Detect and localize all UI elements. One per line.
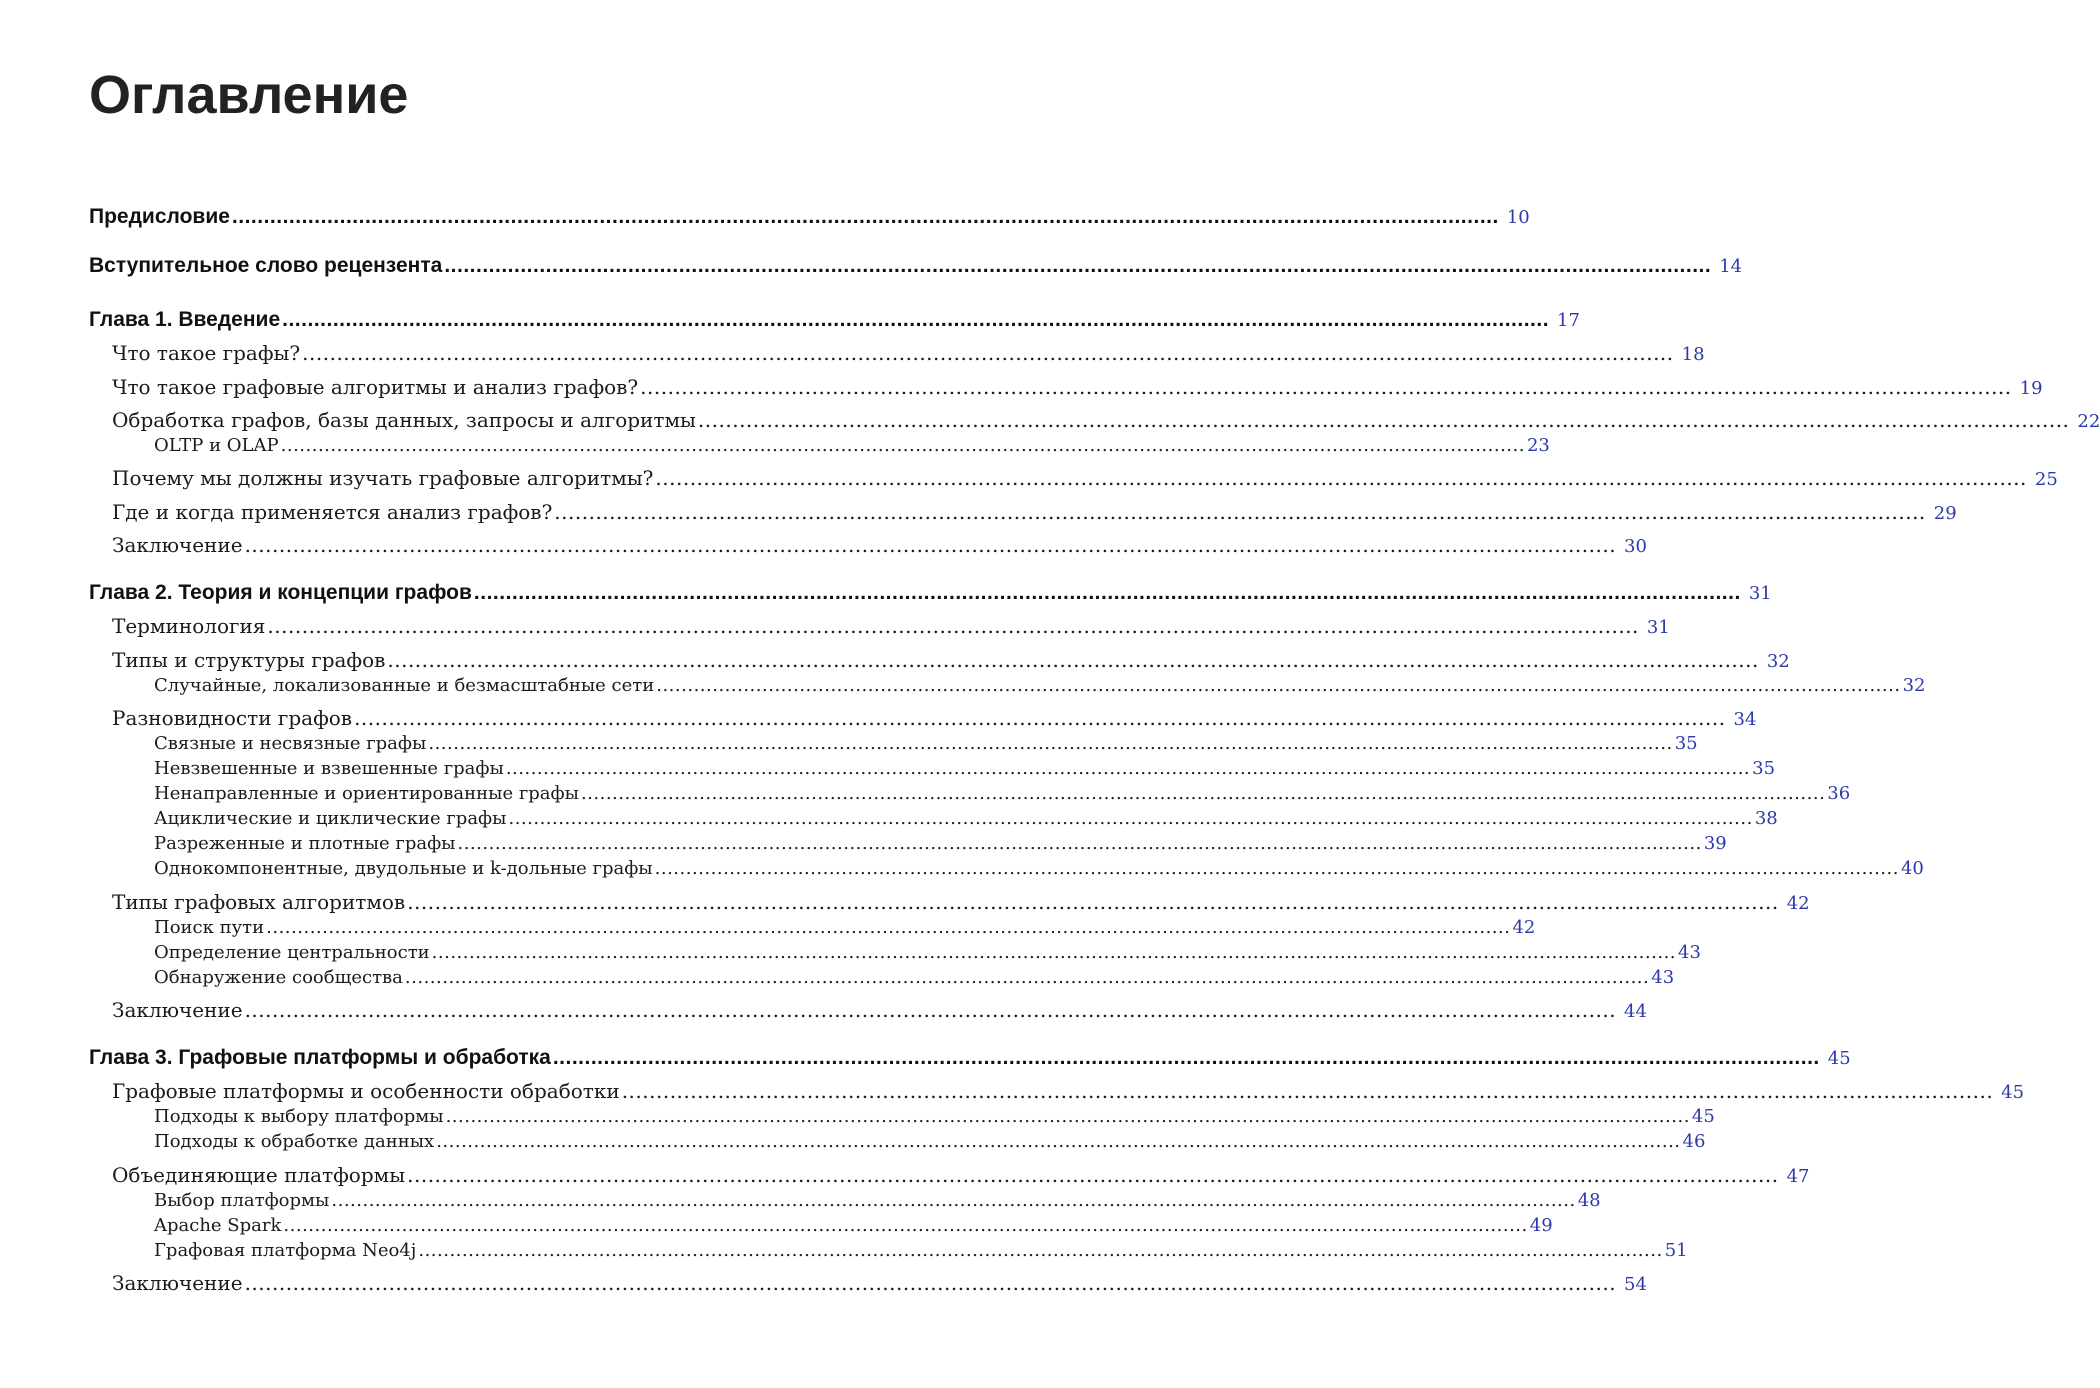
toc-page-number: 19 [2019,377,2043,399]
toc-dot-leader: ........................................................................................................................................................................................................ [354,705,1726,730]
toc-page-number: 39 [1703,832,1727,854]
toc-page-number: 25 [2034,468,2058,490]
toc-dot-leader: ........................................................................................................................................................................................................ [431,941,1677,963]
toc-page-number: 42 [1512,916,1536,938]
toc-page-number: 47 [1786,1165,1810,1187]
toc-page-number: 49 [1529,1214,1553,1236]
toc-entry-title: Заключение [112,1270,243,1295]
toc-page-number: 46 [1682,1130,1706,1152]
toc-entry-title: Разреженные и плотные графы [154,832,456,854]
toc-page-number: 35 [1752,757,1776,779]
page-title: Оглавление [89,65,409,125]
toc-entry-title: Глава 3. Графовые платформы и обработка [89,1045,551,1069]
toc-entry-title: Графовая платформа Neo4j [154,1239,417,1261]
toc-entry[interactable] [112,1078,2025,1106]
toc-dot-leader: ........................................................................................................................................................................................................ [554,499,1926,524]
toc-dot-leader: ........................................................................................................................................................................................................ [404,966,1650,988]
toc-entry[interactable] [112,465,2058,493]
toc-entry[interactable] [154,1239,1688,1262]
toc-entry[interactable] [154,832,1727,855]
toc-entry[interactable] [112,613,1670,641]
toc-page-number: 42 [1786,892,1810,914]
toc-dot-leader: ........................................................................................................................................................................................................ [231,204,1499,228]
toc-page-number: 45 [1691,1105,1715,1127]
toc-page-number: 17 [1557,309,1580,331]
toc-dot-leader: ........................................................................................................................................................................................................ [697,407,2070,432]
toc-dot-leader: ........................................................................................................................................................................................................ [640,374,2012,399]
toc-entry-title: Заключение [112,997,243,1022]
toc-entry-title: Где и когда применяется анализ графов? [112,499,553,524]
toc-entry[interactable] [154,966,1675,989]
toc-page-number: 29 [1933,502,1957,524]
toc-page-number: 34 [1733,708,1757,730]
toc-dot-leader: ........................................................................................................................................................................................................ [280,434,1525,456]
toc-entry[interactable] [112,997,1647,1025]
toc-entry[interactable] [154,757,1776,780]
toc-dot-leader: ........................................................................................................................................................................................................ [457,832,1702,854]
toc-page-number: 40 [1900,857,1924,879]
toc-dot-leader: ........................................................................................................................................................................................................ [621,1078,1994,1103]
toc-dot-leader: ........................................................................................................................................................................................................ [244,997,1617,1022]
toc-dot-leader: ........................................................................................................................................................................................................ [436,1130,1681,1152]
toc-entry-title: Подходы к выбору платформы [154,1105,444,1127]
toc-page-number: 31 [1646,616,1670,638]
toc-entry[interactable] [112,374,2043,402]
toc-entry-title: Невзвешенные и взвешенные графы [154,757,504,779]
toc-page-number: 51 [1664,1239,1688,1261]
toc-entry-title: Определение центральности [154,941,430,963]
toc-dot-leader: ........................................................................................................................................................................................................ [552,1045,1820,1069]
toc-entry[interactable] [154,916,1536,939]
toc-page-number: 43 [1678,941,1701,963]
toc-dot-leader: ........................................................................................................................................................................................................ [655,465,2027,490]
toc-entry[interactable] [154,941,1701,964]
toc-entry-title: Типы графовых алгоритмов [112,889,406,914]
toc-entry[interactable] [154,782,1851,805]
toc-page-number: 18 [1681,343,1705,365]
toc-page-number: 45 [2001,1081,2025,1103]
toc-entry-title: Терминология [112,613,266,638]
toc-page-number: 38 [1754,807,1778,829]
toc-entry[interactable] [154,807,1778,830]
toc-page-number: 31 [1748,582,1772,604]
toc-entry[interactable] [154,1189,1601,1212]
toc-entry[interactable] [112,647,1790,675]
toc-entry-title: Ненаправленные и ориентированные графы [154,782,579,804]
toc-page-number: 54 [1624,1273,1647,1295]
toc-entry-title: Случайные, локализованные и безмасштабные сети [154,674,655,696]
toc-entry[interactable] [89,580,1772,607]
toc-entry-title: Apache Spark [154,1214,282,1236]
toc-page-number: 30 [1624,535,1647,557]
toc-entry-title: OLTP и OLAP [154,434,279,456]
toc-dot-leader: ........................................................................................................................................................................................................ [282,307,1550,331]
toc-page-number: 44 [1624,1000,1647,1022]
toc-entry[interactable] [112,532,1647,560]
toc-dot-leader: ........................................................................................................................................................................................................ [267,613,1639,638]
toc-dot-leader: ........................................................................................................................................................................................................ [418,1239,1663,1261]
toc-page-number: 35 [1674,732,1698,754]
toc-entry-title: Разновидности графов [112,705,353,730]
toc-entry-title: Что такое графы? [112,340,301,365]
toc-dot-leader: ........................................................................................................................................................................................................ [331,1189,1576,1211]
toc-entry-title: Обнаружение сообщества [154,966,403,988]
toc-dot-leader: ........................................................................................................................................................................................................ [407,1162,1779,1187]
toc-entry[interactable] [89,307,1580,334]
toc-dot-leader: ........................................................................................................................................................................................................ [508,807,1753,829]
toc-page-number: 10 [1506,206,1530,228]
toc-entry-title: Глава 2. Теория и концепции графов [89,580,472,604]
toc-entry[interactable] [112,340,1705,368]
toc-entry-title: Выбор платформы [154,1189,330,1211]
toc-entry[interactable] [112,1270,1647,1298]
toc-entry-title: Глава 1. Введение [89,307,281,331]
toc-entry[interactable] [154,857,1924,880]
toc-entry-title: Типы и структуры графов [112,647,386,672]
toc-entry[interactable] [112,407,2100,435]
toc-dot-leader: ........................................................................................................................................................................................................ [387,647,1759,672]
toc-dot-leader: ........................................................................................................................................................................................................ [407,889,1779,914]
toc-entry[interactable] [154,674,1926,697]
toc-entry[interactable] [154,732,1698,755]
toc-dot-leader: ........................................................................................................................................................................................................ [654,857,1899,879]
toc-entry-title: Что такое графовые алгоритмы и анализ графов? [112,374,639,399]
toc-entry[interactable] [112,1162,1810,1190]
toc-page-number: 14 [1719,255,1743,277]
toc-dot-leader: ........................................................................................................................................................................................................ [656,674,1901,696]
toc-page-number: 23 [1526,434,1550,456]
toc-entry-title: Объединяющие платформы [112,1162,406,1187]
toc-entry-title: Почему мы должны изучать графовые алгоритмы? [112,465,654,490]
toc-dot-leader: ........................................................................................................................................................................................................ [244,532,1617,557]
toc-entry-title: Графовые платформы и особенности обработки [112,1078,620,1103]
toc-entry[interactable] [154,1214,1553,1237]
toc-dot-leader: ........................................................................................................................................................................................................ [473,580,1741,604]
toc-dot-leader: ........................................................................................................................................................................................................ [266,916,1511,938]
toc-dot-leader: ........................................................................................................................................................................................................ [444,253,1712,277]
toc-page-number: 45 [1827,1047,1851,1069]
toc-entry[interactable] [154,1130,1706,1153]
toc-dot-leader: ........................................................................................................................................................................................................ [580,782,1826,804]
toc-page-number: 43 [1651,966,1675,988]
toc-dot-leader: ........................................................................................................................................................................................................ [505,757,1751,779]
toc-page-number: 32 [1766,650,1790,672]
toc-entry[interactable] [154,1105,1715,1128]
toc-entry-title: Связные и несвязные графы [154,732,427,754]
toc-page-number: 32 [1902,674,1926,696]
toc-entry-title: Поиск пути [154,916,265,938]
toc-entry[interactable] [89,204,1530,231]
toc-entry[interactable] [154,434,1550,457]
toc-entry[interactable] [112,889,1810,917]
toc-entry-title: Обработка графов, базы данных, запросы и алгоритмы [112,407,696,432]
toc-dot-leader: ........................................................................................................................................................................................................ [244,1270,1617,1295]
toc-entry-title: Предисловие [89,204,230,228]
toc-entry-title: Подходы к обработке данных [154,1130,435,1152]
toc-page-number: 36 [1827,782,1851,804]
toc-entry[interactable] [89,1045,1851,1072]
toc-dot-leader: ........................................................................................................................................................................................................ [445,1105,1690,1127]
toc-entry-title: Однокомпонентные, двудольные и k-дольные графы [154,857,653,879]
toc-entry[interactable] [112,705,1757,733]
toc-entry-title: Ациклические и циклические графы [154,807,507,829]
toc-entry[interactable] [89,253,1743,280]
toc-page-number: 22 [2077,410,2100,432]
toc-entry-title: Вступительное слово рецензента [89,253,443,277]
toc-dot-leader: ........................................................................................................................................................................................................ [302,340,1674,365]
toc-entry[interactable] [112,499,1957,527]
toc-dot-leader: ........................................................................................................................................................................................................ [428,732,1673,754]
toc-page-number: 48 [1577,1189,1601,1211]
toc-dot-leader: ........................................................................................................................................................................................................ [283,1214,1528,1236]
toc-entry-title: Заключение [112,532,243,557]
